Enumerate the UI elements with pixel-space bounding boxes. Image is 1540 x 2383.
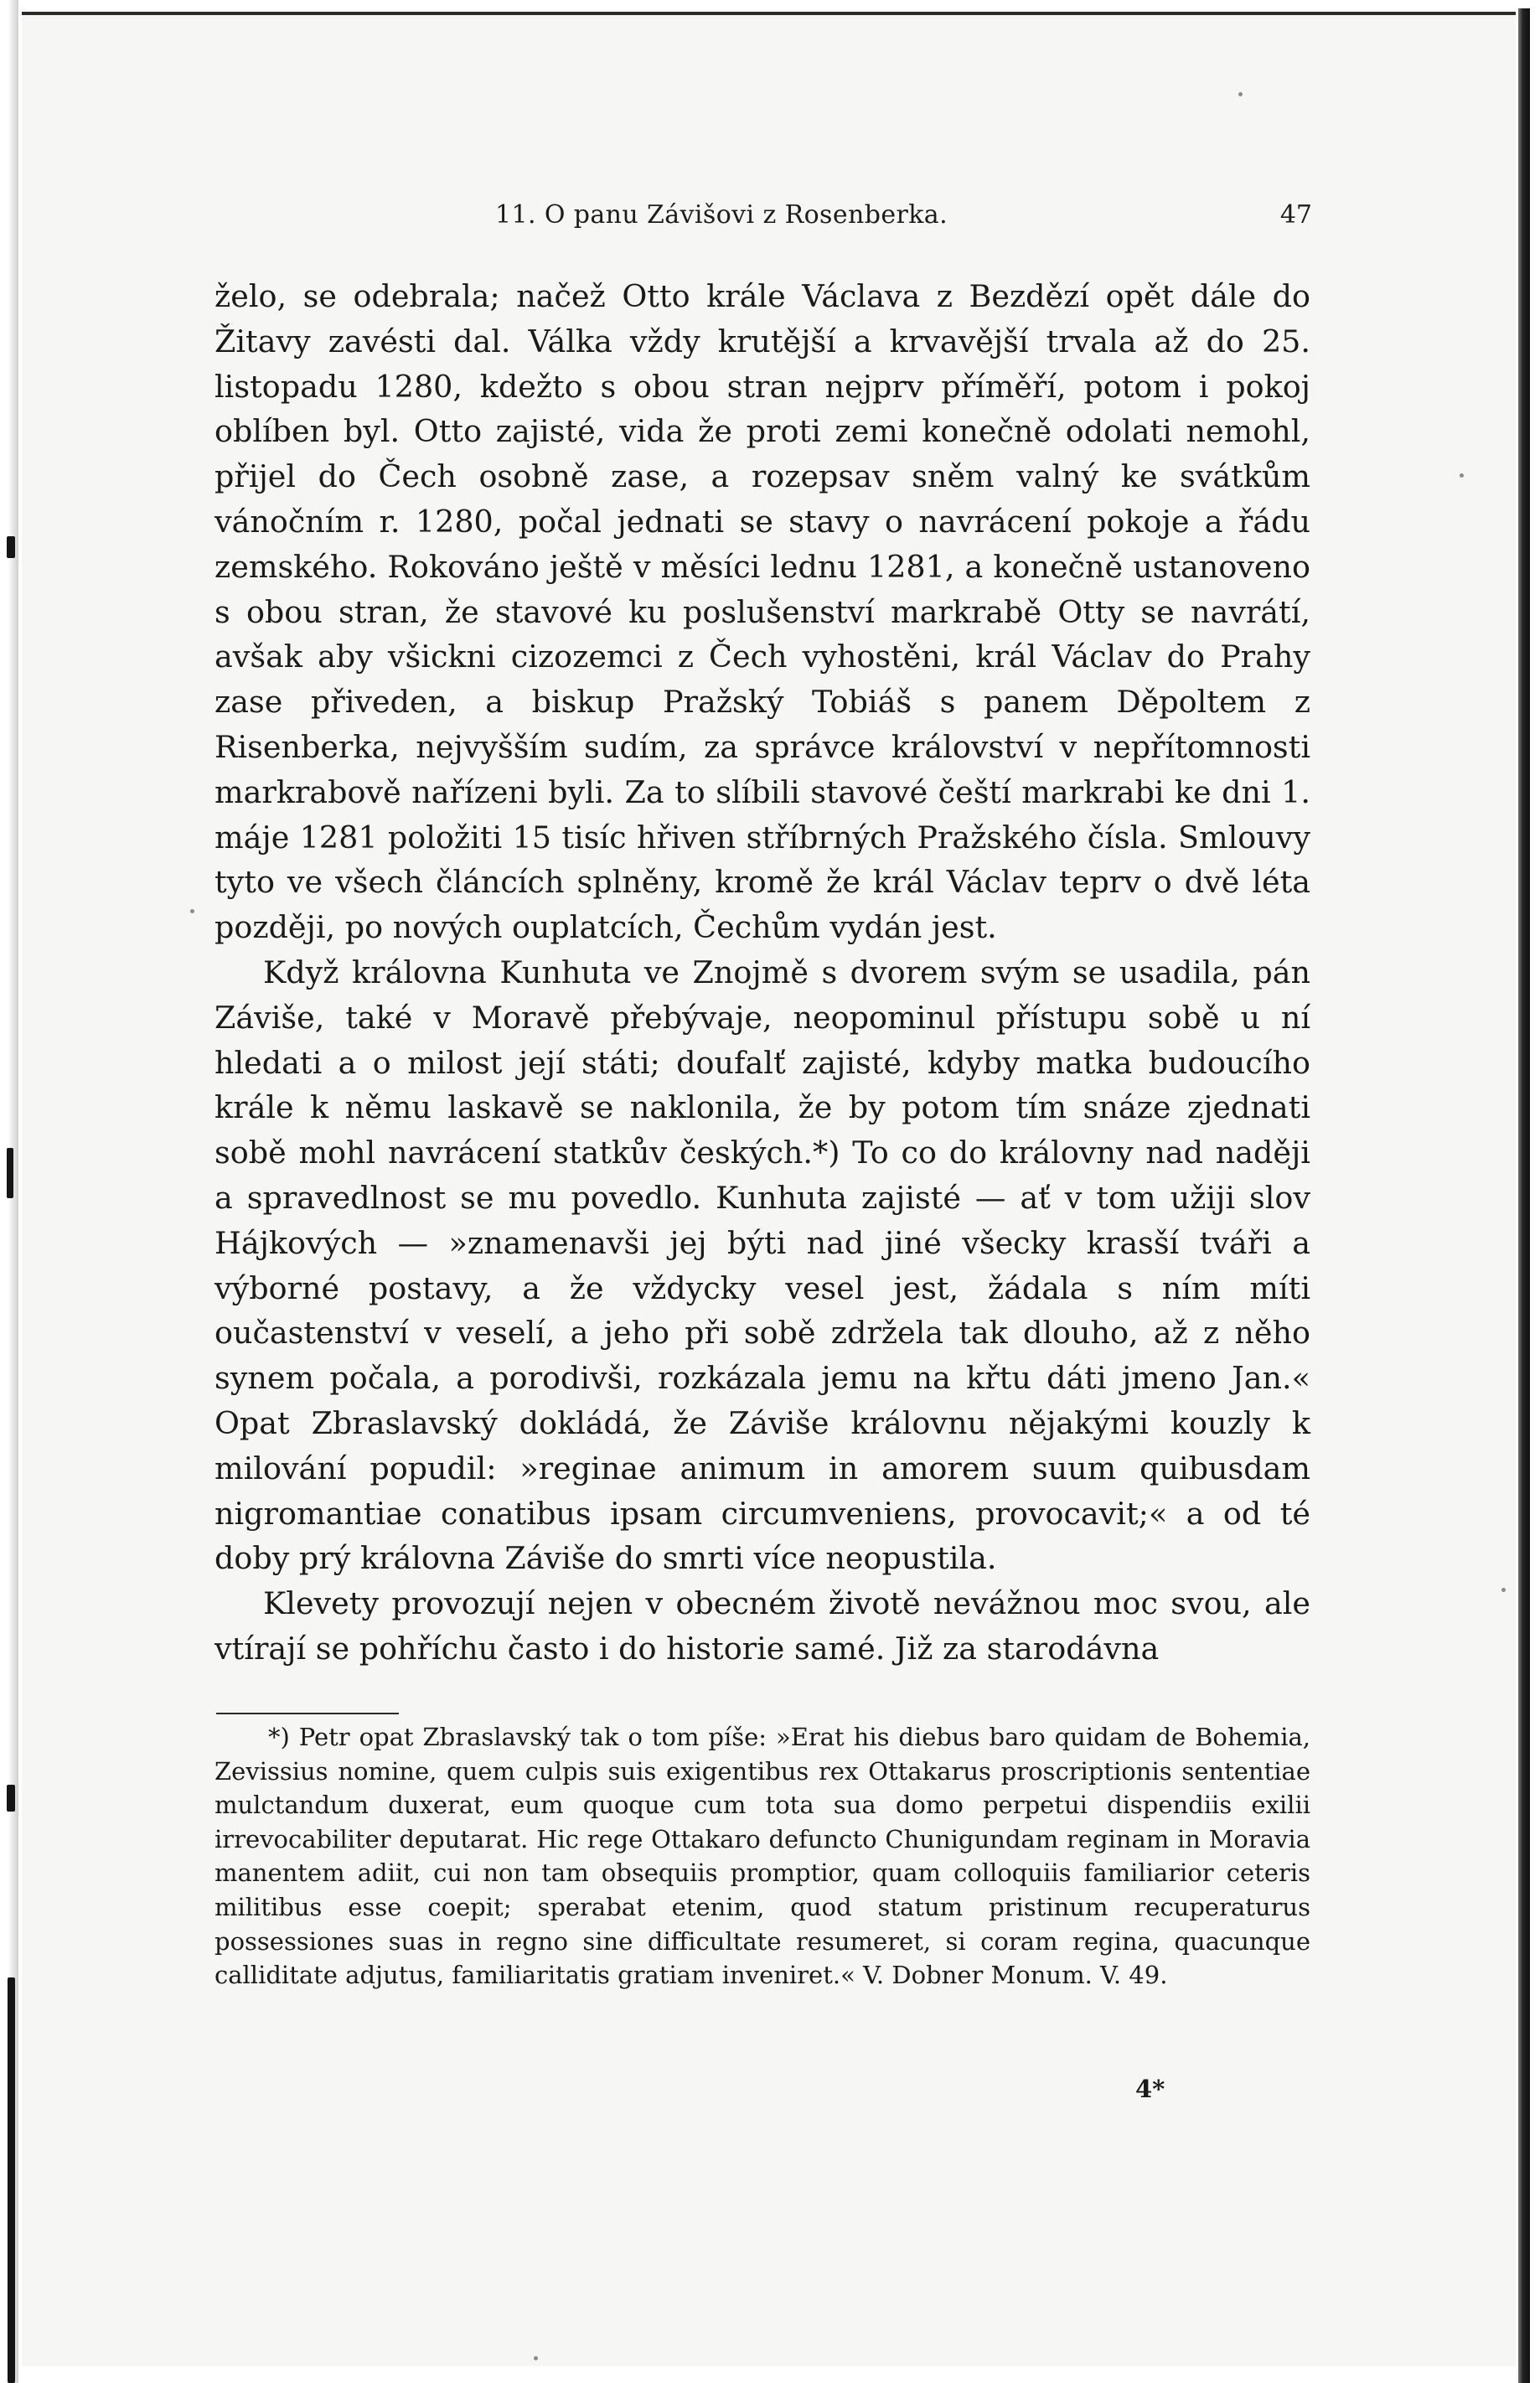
paper-speck [1460,473,1464,478]
paragraph: Klevety provozují nejen v obecném životě nevážnou moc svou, ale vtírají se pohříchu často i do historie samé. Již za starodávna [214,1585,1310,1667]
running-head [495,200,1312,237]
signature-mark: 4* [1135,2075,1165,2103]
body-text [214,274,1310,1672]
paper-speck [534,2356,538,2360]
page-top-edge [22,12,1516,15]
chapter-title: 11. O panu Závišovi z Rosenberka. [495,200,948,230]
paper-speck [1501,1588,1506,1592]
paragraph: Když královna Kunhuta ve Znojmě s dvorem svým se usadila, pán Záviše, také v Moravě přebývaje, neopominul přístupu sobě u ní hledati a o milost její státi; doufalť zajisté, kdyby matka budoucího krále k němu laskavě se naklonila, že by potom tím snáze zjednati sobě mohl navrácení statkův českých.*) To co do královny nad naději a spravedlnost se mu povedlo. Kunhuta zajisté — ať v tom užiji slov Hájkových — »znamenavši jej býti nad jiné všecky krasší tváři a výborné postavy, a že vždycky vesel jest, žádala s ním míti oučastenství v veselí, a jeho při sobě zdržela tak dlouho, až z něho synem počala, a porodivši, rozkázala jemu na křtu dáti jmeno Jan.« Opat Zbraslavský dokládá, že Záviše královnu nějakými kouzly k milování popudil: »reginae animum in amorem suum quibusdam nigromantiae conatibus ipsam circumveniens, provocavit;« a od té doby prý královna Záviše do smrti více neopustila. [214,954,1310,1577]
binding-mark [7,1148,13,1198]
paper-speck [1238,92,1243,96]
binding-mark [7,1785,15,1812]
page-number: 47 [1279,200,1312,230]
footnote: *) Petr opat Zbraslavský tak o tom píše: »Erat his diebus baro quidam de Bohemia, Zevissius nomine, quem culpis suis exigentibus rex Ottakarus proscriptionis sententiae mulctandum duxerat, eum quoque cum tota sua domo perpetui dispendiis exilii irrevocabiliter deputarat. Hic rege Ottakaro defuncto Chunigundam reginam in Moravia manentem adiit, cui non tam obsequiis promptior, quam colloquiis familiarior ceteris militibus esse coepit; sperabat etenim, quod statum pristinum recuperaturus possessiones suas in regno sine difficultate resumeret, si coram regina, quacunque calliditate adjutus, familiaritatis gratiam inveniret.« V. Dobner Monum. V. 49. [214,1723,1310,1990]
paragraph: želo, se odebrala; načež Otto krále Václava z Bezdězí opět dále do Žitavy zavésti dal. Válka vždy krutější a krvavější trvala až do 25. listopadu 1280, kdežto s obou stran nejprv příměří, potom i pokoj oblíben byl. Otto zajisté, vida že proti zemi konečně odolati nemohl, přijel do Čech osobně zase, a rozepsav sněm valný ke svátkům vánočním r. 1280, počal jednati se stavy o navrácení pokoje a řádu zemského. Rokováno ještě v měsíci lednu 1281, a konečně ustanoveno s obou stran, že stavové ku poslušenství markrabě Otty se navrátí, avšak aby všickni cizozemci z Čech vyhostěni, král Václav do Prahy zase přiveden, a biskup Pražský Tobiáš s panem Děpoltem z Risenberka, nejvyšším sudím, za správce království v nepřítomnosti markrabově nařízeni byli. Za to slíbili stavové čeští markrabi ke dni 1. máje 1281 položiti 15 tisíc hřiven stříbrných Pražského čísla. Smlouvy tyto ve všech článcích splněny, kromě že král Václav teprv o dvě léta později, po nových ouplatcích, Čechům vydán jest. [214,278,1310,946]
binding-mark [8,1977,15,2383]
page-right-edge [1518,8,1530,2383]
footnote-divider [216,1713,399,1714]
binding-mark [7,536,15,558]
binding-edge [0,0,18,2383]
paper-speck [190,909,194,913]
